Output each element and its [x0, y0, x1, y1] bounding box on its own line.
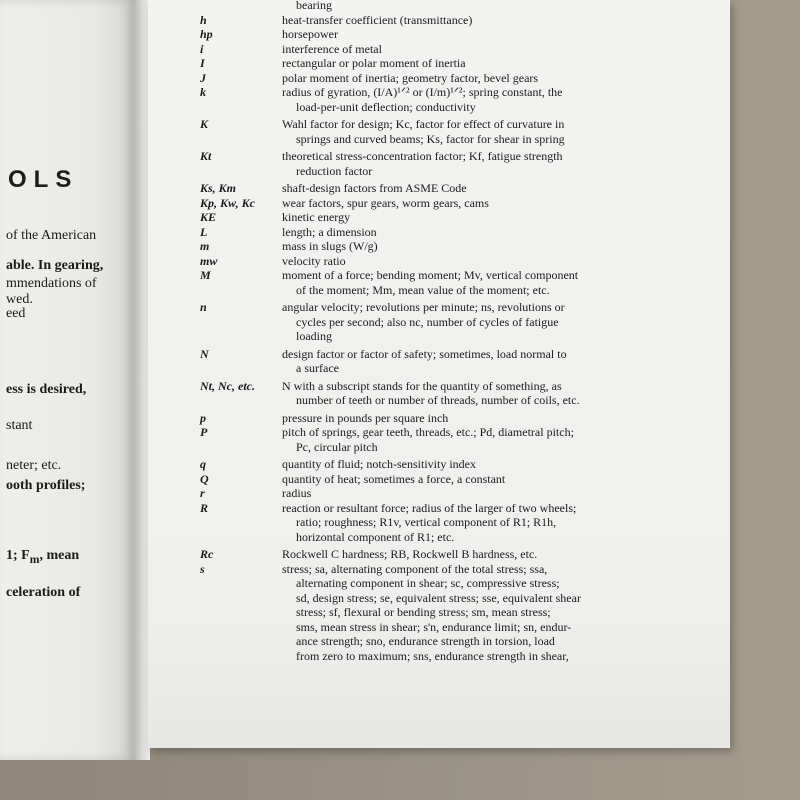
symbol-entry [148, 181, 730, 196]
symbol-definition [282, 425, 618, 454]
definition-line: interference of metal [282, 41, 382, 56]
symbol-list [148, 0, 730, 663]
symbol: k [200, 85, 206, 99]
symbol-definition [282, 268, 618, 297]
left-page-line: mmendations of [6, 276, 97, 291]
symbol-entry [148, 379, 730, 408]
definition-line: pitch of springs, gear teeth, threads, etc.; Pd, diametral pitch; [282, 425, 574, 439]
symbol: p [200, 410, 206, 425]
symbol-entry [148, 486, 730, 501]
left-page-line: neter; etc. [6, 458, 62, 473]
definition-line: heat-transfer coefficient (transmittance) [282, 12, 473, 27]
symbol-definition [282, 562, 618, 664]
left-page [0, 0, 134, 760]
symbol-definition [282, 379, 618, 408]
symbol: M [200, 268, 211, 282]
symbol-definition [282, 300, 618, 344]
definition-line: pressure in pounds per square inch [282, 410, 449, 425]
definition-line: angular velocity; revolutions per minute; ns, revolutions or [282, 300, 565, 314]
symbol-entry [148, 71, 730, 86]
symbol: J [200, 70, 206, 85]
symbol: hp [200, 27, 213, 41]
symbol-definition [282, 486, 618, 501]
definition-line: bearing [296, 0, 332, 12]
left-page-line: celeration of [6, 585, 81, 600]
definition-line: ratio; roughness; R1v, vertical component of R1; R1h, [296, 515, 557, 529]
symbol: Nt, Nc, etc. [200, 378, 255, 393]
definition-line: wear factors, spur gears, worm gears, cams [282, 195, 489, 210]
definition-line: quantity of fluid; notch-sensitivity index [282, 457, 476, 471]
left-page-text [0, 0, 134, 760]
definition-line: number of teeth or number of threads, number of coils, etc. [296, 393, 580, 407]
symbol-entry [148, 425, 730, 454]
symbol: Kt [200, 149, 212, 163]
definition-line: from zero to maximum; sns, endurance strength in shear, [296, 648, 569, 663]
symbol: i [200, 41, 204, 56]
symbol-definition [282, 196, 618, 211]
symbol: Kp, Kw, Kc [200, 195, 255, 210]
definition-line: stress; sa, alternating component of the total stress; ssa, [282, 561, 548, 576]
definition-line: quantity of heat; sometimes a force, a constant [282, 471, 506, 486]
symbol-definition [282, 13, 618, 28]
symbol-definition [282, 42, 618, 57]
symbol: s [200, 561, 205, 576]
definition-line: reduction factor [296, 163, 373, 178]
symbol: N [200, 346, 209, 361]
symbol-definition [282, 501, 618, 545]
symbol: m [200, 239, 210, 253]
symbol-definition [282, 254, 618, 269]
symbol-entry [148, 42, 730, 57]
symbol-entry [148, 56, 730, 71]
symbol-definition [282, 347, 618, 376]
left-page-line: wed. [6, 292, 33, 307]
definition-line: reaction or resultant force; radius of the larger of two wheels; [282, 500, 577, 515]
symbol-definition [282, 71, 618, 86]
left-page-line: of the American [6, 228, 97, 243]
symbol-entry [148, 117, 730, 146]
definition-line: sd, design stress; se, equivalent stress; sse, equivalent shear [296, 590, 581, 605]
symbol-definition [282, 149, 618, 178]
symbol: I [200, 56, 205, 70]
symbol: L [200, 224, 208, 239]
symbol-entry [148, 27, 730, 42]
left-page-line: stant [6, 418, 33, 433]
definition-line: velocity ratio [282, 253, 346, 268]
definition-line: shaft-design factors from ASME Code [282, 181, 467, 195]
symbol-entry [148, 196, 730, 211]
symbol-entry [148, 239, 730, 254]
symbol-entry [148, 254, 730, 269]
definition-line: springs and curved beams; Ks, factor for shear in spring [296, 131, 565, 146]
definition-line: Wahl factor for design; Kc, factor for effect of curvature in [282, 117, 565, 131]
definition-line: mass in slugs (W/g) [282, 239, 378, 253]
right-page [148, 0, 730, 748]
symbol-entry [148, 268, 730, 297]
symbol: P [200, 425, 208, 439]
symbol: K [200, 117, 209, 131]
definition-line: horsepower [282, 27, 338, 41]
symbol-entry [148, 562, 730, 664]
definition-line: radius [282, 486, 312, 500]
definition-line: alternating component in shear; sc, compressive stress; [296, 576, 560, 590]
symbol: r [200, 486, 205, 500]
symbol-definition [282, 181, 618, 196]
symbol-entry [148, 85, 730, 114]
symbol-definition [282, 85, 618, 114]
symbol: Q [200, 471, 209, 486]
symbol-definition [282, 56, 618, 71]
left-page-line: able. In gearing, [6, 258, 104, 273]
symbol-definition [282, 411, 618, 426]
definition-line: theoretical stress-concentration factor; Kf, fatigue strength [282, 149, 563, 163]
symbol-entry [148, 0, 730, 13]
symbol-entry [148, 225, 730, 240]
definition-line: horizontal component of R1; etc. [296, 529, 455, 544]
definition-line: sms, mean stress in shear; s'n, endurance limit; sn, endur- [296, 619, 572, 634]
left-page-line: eed [6, 306, 26, 321]
symbol-entry [148, 501, 730, 545]
symbol-definition [282, 457, 618, 472]
symbol: mw [200, 253, 218, 268]
symbol-entry [148, 347, 730, 376]
symbol-definition [282, 225, 618, 240]
definition-line: rectangular or polar moment of inertia [282, 56, 466, 70]
symbol-definition [282, 0, 618, 13]
symbol: KE [200, 210, 217, 224]
definition-line: N with a subscript stands for the quantity of something, as [282, 378, 562, 393]
definition-line: design factor or factor of safety; sometimes, load normal to [282, 346, 567, 361]
left-page-line: ess is desired, [6, 382, 87, 397]
definition-line: moment of a force; bending moment; Mv, vertical component [282, 268, 579, 282]
definition-line: kinetic energy [282, 210, 351, 224]
symbol-entry [148, 149, 730, 178]
left-page-line: 1; $F_m$, mean [6, 548, 80, 566]
definition-line: stress; sf, flexural or bending stress; sm, mean stress; [296, 605, 551, 619]
left-page-line: ooth profiles; [6, 478, 86, 493]
definition-line: load-per-unit deflection; conductivity [296, 99, 476, 114]
symbol: Rc [200, 547, 214, 561]
definition-line: Rockwell C hardness; RB, Rockwell B hardness, etc. [282, 547, 538, 561]
definition-line: ance strength; sno, endurance strength in torsion, load [296, 634, 555, 648]
symbol-definition [282, 472, 618, 487]
left-page-heading: OLS [8, 166, 79, 193]
symbol-entry [148, 457, 730, 472]
left-page-line-subscript: m [29, 552, 40, 566]
symbol-definition [282, 27, 618, 42]
symbol: q [200, 457, 206, 471]
symbol-entry [148, 13, 730, 28]
symbol: n [200, 300, 207, 314]
symbol-definition [282, 117, 618, 146]
definition-line: radius of gyration, (I/A)¹ᐟ² or (I/m)¹ᐟ²; spring constant, the [282, 85, 563, 99]
symbol: h [200, 12, 207, 27]
definition-line: Pc, circular pitch [296, 439, 378, 454]
symbol-definition [282, 547, 618, 562]
symbol-entry [148, 300, 730, 344]
symbol-entry [148, 472, 730, 487]
symbol-definition [282, 210, 618, 225]
symbol-entry [148, 411, 730, 426]
symbol: Ks, Km [200, 181, 237, 195]
definition-line: a surface [296, 361, 339, 375]
symbol: R [200, 500, 209, 515]
definition-line: polar moment of inertia; geometry factor, bevel gears [282, 70, 539, 85]
definition-line: cycles per second; also nc, number of cycles of fatigue [296, 314, 559, 329]
definition-line: loading [296, 329, 332, 343]
symbol-entry [148, 547, 730, 562]
symbol-definition [282, 239, 618, 254]
symbol-entry [148, 210, 730, 225]
definition-line: length; a dimension [282, 224, 377, 239]
definition-line: of the moment; Mm, mean value of the moment; etc. [296, 282, 550, 297]
